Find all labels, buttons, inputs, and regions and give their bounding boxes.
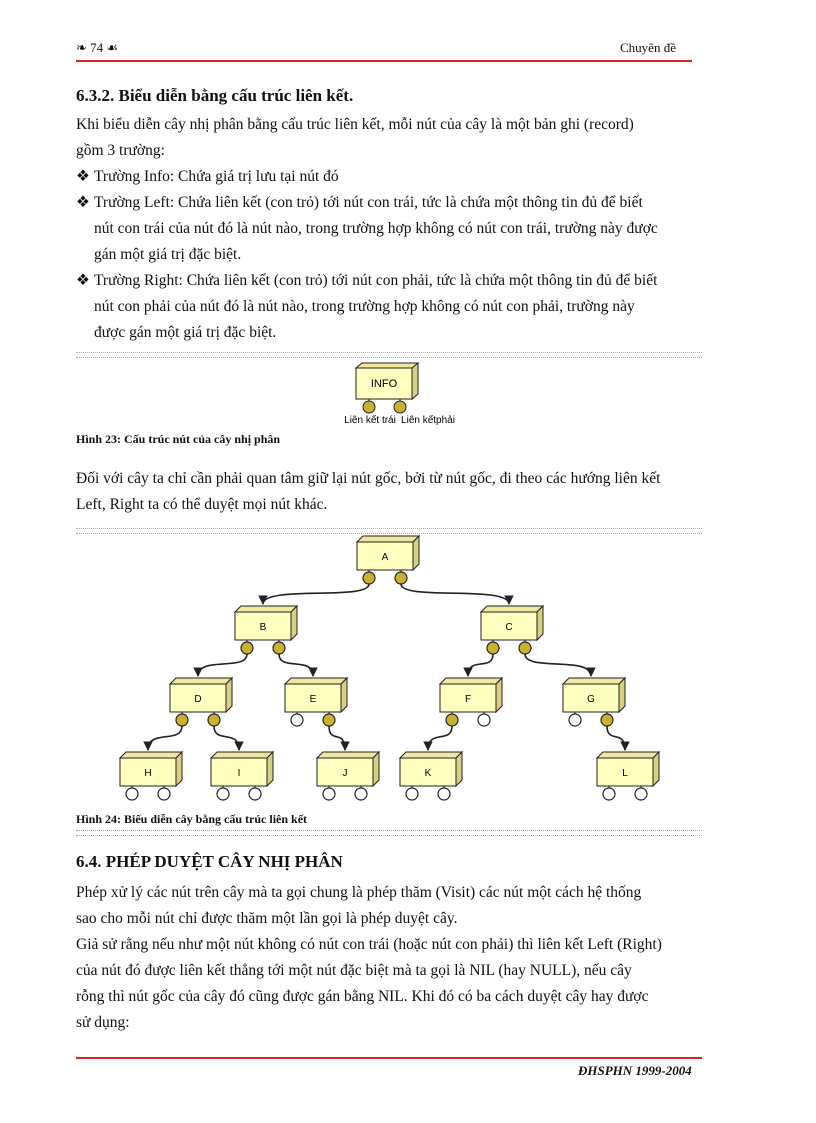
info-node (356, 363, 418, 413)
diamond-bullet-icon: ❖ (76, 194, 90, 211)
tree-node-i (211, 752, 273, 800)
footer-text: ĐHSPHN 1999-2004 (578, 1063, 692, 1078)
root-line: Left, Right ta có thể duyệt mọi nút khác. (76, 496, 328, 513)
ornament-right-icon: ☙ (103, 40, 119, 55)
nil-link-icon (569, 714, 581, 726)
tree-edge (607, 726, 625, 750)
nil-link-icon (478, 714, 490, 726)
diamond-bullet-icon: ❖ (76, 168, 90, 185)
tree-node-label: E (309, 694, 317, 705)
tree-node-a (357, 536, 419, 584)
tree-node-j (317, 752, 379, 800)
section-heading-64: 6.4. PHÉP DUYỆT CÂY NHỊ PHÂN (76, 852, 343, 871)
diamond-bullet-icon: ❖ (76, 272, 90, 289)
tree-node-c (481, 606, 543, 654)
tree-edge (279, 654, 313, 676)
figure24-bottom-rule (76, 830, 702, 836)
tree-edge (428, 726, 452, 750)
paragraph-line: của nút đó được liên kết thẳng tới một nút đặc biệt mà ta gọi là NIL (hay NULL), nếu cây (76, 962, 632, 979)
tree-node-label: H (144, 768, 152, 779)
nil-link-icon (603, 788, 615, 800)
footer-rule (76, 1057, 702, 1059)
nil-link-icon (355, 788, 367, 800)
tree-edge (148, 726, 182, 750)
paragraph-line: Giả sử rằng nếu như một nút không có nút con trái (hoặc nút con phải) thì liên kết Left (Right) (76, 936, 662, 953)
info-label: INFO (370, 378, 398, 390)
tree-node-label: B (259, 622, 267, 633)
left-link-label: Liên kết trái (344, 415, 396, 426)
traversal-paragraph-2 (76, 932, 700, 1036)
nil-link-icon (406, 788, 418, 800)
tree-node-label: F (464, 694, 472, 705)
left-link-icon (176, 714, 188, 726)
tree-node-label: I (237, 768, 241, 779)
tree-node-d (170, 678, 232, 726)
ornament-left-icon: ❧ (76, 40, 91, 55)
list-item: ❖ Trường Info: Chứa giá trị lưu tại nút đó (76, 164, 700, 190)
right-link-icon (395, 572, 407, 584)
left-link-icon (363, 401, 375, 413)
nil-link-icon (249, 788, 261, 800)
tree-edge (263, 584, 369, 604)
tree-edge (214, 726, 239, 750)
binary-tree-diagram (0, 530, 816, 812)
traversal-paragraph-1 (76, 880, 700, 932)
paragraph-line: sử dụng: (76, 1014, 130, 1031)
tree-node-k (400, 752, 462, 800)
right-link-icon (394, 401, 406, 413)
list-item: ❖ Trường Right: Chứa liên kết (con trỏ) tới nút con phải, tức là chứa một thông tin đủ để biết nút con phải của nút đó là nút nào, trong trường hợp không có nút con phải, trường này được gán một giá trị đặc biệt. (76, 268, 700, 346)
section-heading-632: 6.3.2. Biểu diễn bằng cấu trúc liên kết. (76, 86, 354, 105)
paragraph-line: sao cho mỗi nút chỉ được thăm một lần gọi là phép duyệt cây. (76, 910, 458, 927)
field-list (76, 164, 700, 346)
tree-node-f (440, 678, 502, 726)
left-link-icon (446, 714, 458, 726)
header-rule (76, 60, 692, 62)
nil-link-icon (217, 788, 229, 800)
intro-line: gồm 3 trường: (76, 142, 165, 159)
tree-node-l (597, 752, 659, 800)
figure24-caption: Hình 24: Biểu diễn cây bằng cấu trúc liên kết (76, 812, 308, 826)
left-link-icon (241, 642, 253, 654)
tree-node-label: J (342, 768, 348, 779)
tree-node-label: K (424, 768, 432, 779)
page-number: ❧ 74 ☙ (76, 40, 119, 55)
left-link-icon (487, 642, 499, 654)
right-link-icon (519, 642, 531, 654)
tree-node-label: D (194, 694, 202, 705)
list-item: ❖ Trường Left: Chứa liên kết (con trỏ) tới nút con trái, tức là chứa một thông tin đủ để biết nút con trái của nút đó là nút nào, trong trường hợp không có nút con trái, trường này được gán một giá trị đặc biệt. (76, 190, 700, 268)
tree-node-label: L (622, 768, 628, 779)
right-link-icon (208, 714, 220, 726)
root-line: Đối với cây ta chỉ cần phải quan tâm giữ lại nút gốc, bởi từ nút gốc, đi theo các hướng liên kết (76, 470, 661, 487)
figure23-top-rule (76, 352, 702, 358)
right-link-icon (273, 642, 285, 654)
nil-link-icon (158, 788, 170, 800)
nil-link-icon (323, 788, 335, 800)
right-link-icon (323, 714, 335, 726)
tree-node-h (120, 752, 182, 800)
tree-node-e (285, 678, 347, 726)
tree-node-label: G (587, 694, 595, 705)
intro-line: Khi biểu diễn cây nhị phân bằng cấu trúc liên kết, mỗi nút của cây là một bản ghi (record) (76, 116, 634, 133)
tree-edge (468, 654, 493, 676)
paragraph-line: Phép xử lý các nút trên cây mà ta gọi chung là phép thăm (Visit) các nút một cách hệ thống (76, 884, 642, 901)
header-title: Chuyên đề (620, 40, 676, 55)
paragraph-line: rỗng thì nút gốc của cây đó cũng được gán bằng NIL. Khi đó có ba cách duyệt cây hay được (76, 988, 649, 1005)
intro-paragraph (76, 112, 700, 164)
right-link-label: Liên kếtphải (401, 415, 455, 426)
figure23-node-diagram (300, 362, 480, 430)
tree-node-b (235, 606, 297, 654)
tree-edge (525, 654, 591, 676)
nil-link-icon (635, 788, 647, 800)
tree-edge (329, 726, 345, 750)
tree-edge (401, 584, 509, 604)
nil-link-icon (291, 714, 303, 726)
root-paragraph (76, 466, 700, 518)
left-link-icon (363, 572, 375, 584)
right-link-icon (601, 714, 613, 726)
tree-node-label: A (381, 552, 389, 563)
nil-link-icon (438, 788, 450, 800)
figure23-caption: Hình 23: Cấu trúc nút của cây nhị phân (76, 432, 281, 446)
nil-link-icon (126, 788, 138, 800)
tree-node-g (563, 678, 625, 726)
tree-node-label: C (505, 622, 513, 633)
tree-edge (198, 654, 247, 676)
